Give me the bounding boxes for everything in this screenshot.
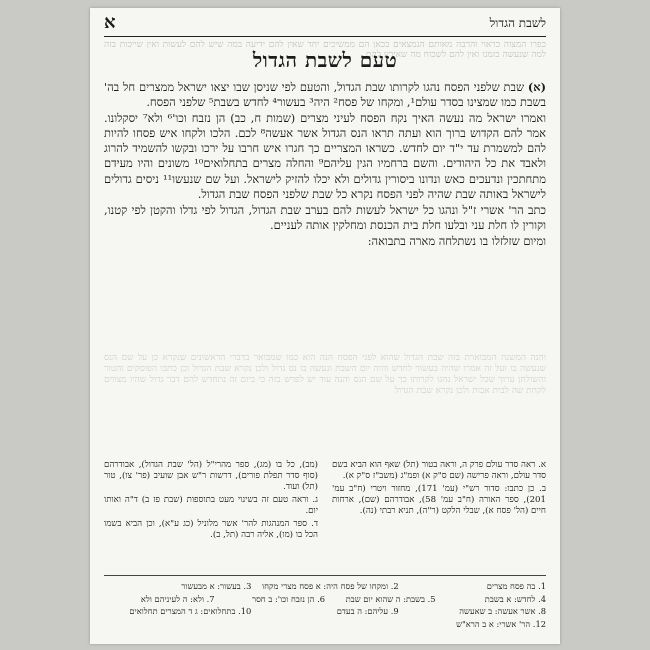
variant-row <box>104 580 546 593</box>
variant-reading: 1. בה פסח מצרים <box>486 581 546 591</box>
footnote: ג. וראה טעם זה בשינוי מעט בתוספות (שבת פז ב) ד"ה ואותו יום. <box>104 495 318 516</box>
running-title: לשבת הגדול <box>489 16 546 30</box>
variant-reading: 6. הן נזבח וכו': ב חסר <box>252 593 325 604</box>
main-text <box>104 80 546 250</box>
footnote: ב. כן כתבו: סדור רש"י (עמ' 171), מחזור ויטרי (ח"ב עמ' 201), ספר האורה (ח"ב עמ' 58), אבודרהם (שם), ארחות חיים (הל' פסח א), שבלי הלקט (ר"ה), תניא רבתי (נה). <box>332 484 546 516</box>
variant-reading: 9. עליהם: ה בעדם <box>336 606 399 616</box>
paragraph-text: כתב הר' אשרי ז"ל ונהגו כל ישראל לעשות להם בערב שבת הגדול, הגדול לפי גדלו והקטן לפי קטנו, וקורין לו חלת עני ובלעו חלת בית הכנסת ומחלקין אותה לעניים. <box>104 202 546 232</box>
footnotes-left-column <box>104 460 318 570</box>
paragraph-3 <box>104 203 546 233</box>
paragraph-1 <box>104 80 546 110</box>
show-through-text-top: כפרו המצוה כראוי והרבה מאותם הנמצאים בכאן הם ממשיכים יחד שאין להם ידיעה במה שיש להם לעשות ואין שייכות בזה למה שנעשה בזמנו ואין להם לשכוח מה שאירע להם <box>104 40 546 60</box>
variant-row <box>104 618 546 631</box>
paragraph-4 <box>104 234 546 249</box>
page-header <box>104 14 546 37</box>
footnotes <box>104 460 546 570</box>
footnote: (מב), כל בו (מג), ספר מהרי"ל (הל' שבת הגדול), אבודרהם (סוף סדר תפלת פורים), דרשות ר"ש אבן שועיב (פר' צו), טור (תל) ועוד. <box>104 460 318 492</box>
footnotes-right-column <box>332 460 546 570</box>
section-title: טעם לשבת הגדול <box>252 48 398 72</box>
variant-row <box>104 593 546 606</box>
paragraph-2 <box>104 111 546 202</box>
variant-reading: 2. ומקחו של פסח היה: א פסח מצרי מקחו <box>262 581 399 591</box>
footnote: ד. ספר המנהגות להר' אשר מלוניל (כג ע"א), וכן הביא בשמו הכל בו (מו), אליה רבה (תל, ב). <box>104 519 318 540</box>
variant-reading: 7. ולא: ה לעיניהם ולא <box>140 593 215 604</box>
variant-readings <box>104 580 546 630</box>
variant-reading: 8. אשר אעשה: ב שאעשה <box>459 606 546 616</box>
variant-reading: 5. בשבת: ה שהוא יום שבת <box>345 593 436 604</box>
footnote: א. ראה סדר עולם פרק ה, וראה בטור (תל) שאף הוא הביא בשם סדר עולם, וראה פרישה (שם ס"ק א) ופמ"ג (משב"ז ס"ק א). <box>332 460 546 481</box>
page-number: א <box>104 12 116 33</box>
variant-reading <box>251 618 398 631</box>
variant-row <box>104 605 546 618</box>
show-through-text-middle: והנה המשנה המבוארת בזה שבת הגדול שהוא לפני הפסח הנה הוא כמו שמבואר בדברי הראשונים שנקרא כן על שם הנס שנעשה בו ועל זה אמרו שהיה בעשור לחדש והיה יום השבת ונעשה בו נס גדול ולכן נקרא שבת הגדול וכן כתבו הפוסקים והטור והשולחן ערוך שכל ישראל נהגו לקרותו כך על שם הנס והנה עוד יש לפרש בזה כי ביום זה נתחדש להם דבר גדול שהיו מצווים לקחת שה לבית אבות ולכן נקרא שבת הגדול <box>104 353 546 396</box>
variant-reading: 10. בתחלואים: ג ד המצרים תחלואים <box>129 606 252 616</box>
variant-reading: 12. הר' אשרי: א ב הרא"ש <box>456 618 546 629</box>
paragraph-marker: (א) <box>527 80 546 94</box>
variant-reading: 3. בעשור: א מבעשור <box>181 581 252 591</box>
paragraph-text: ומיום שזלזלו בו נשתלחה מארה בתבואה: <box>367 233 546 248</box>
variant-reading <box>104 618 251 631</box>
apparatus-divider <box>104 575 546 576</box>
book-page <box>90 8 560 644</box>
paragraph-text: ואמרו ישראל מה נעשה האיך נקח הפסח לעיני מצרים (שמות ח, כב) הן נזבח וכו'⁶ ולא⁷ יסקלונו. אמר להם הקדוש ברוך הוא ועתה תראו הנס הגדול אשר אעשה⁸ לכם. הלכו ולקחו איש פסחו להיות להם למשמרת עד י"ד יום לחדש. כשראו המצריים כך חגרו איש חרבו על ירכו ובקשו להשמיד להרוג ולאבד את כל היהודים. והשם ברחמיו הגין עליהם⁹ והחלה מצרים בתחלואים¹⁰ משונים והיו מעידם מתחתכין ונדעכים כאש ונדונו ביסורין גדולים ולא יכלו להזיק לישראל. ועל שם שנעשו¹¹ ניסים גדולים לישראל באותה שבת שהיה לפני הפסח נקרא כל שבת שלפני הפסח שבת הגדול. <box>104 111 546 201</box>
variant-reading: 4. לחדש: א בשבת <box>484 593 546 604</box>
paragraph-text: שבת שלפני הפסח נהגו לקרותו שבת הגדול, והטעם לפי שניסן שבו יצאו ישראל ממצרים חל בה' בשבת כמו שמצינו בסדר עולם¹, ומקחו של פסח² היה³ בעשור⁴ לחדש בשבת⁵ שלפני הפסח. <box>104 80 546 110</box>
